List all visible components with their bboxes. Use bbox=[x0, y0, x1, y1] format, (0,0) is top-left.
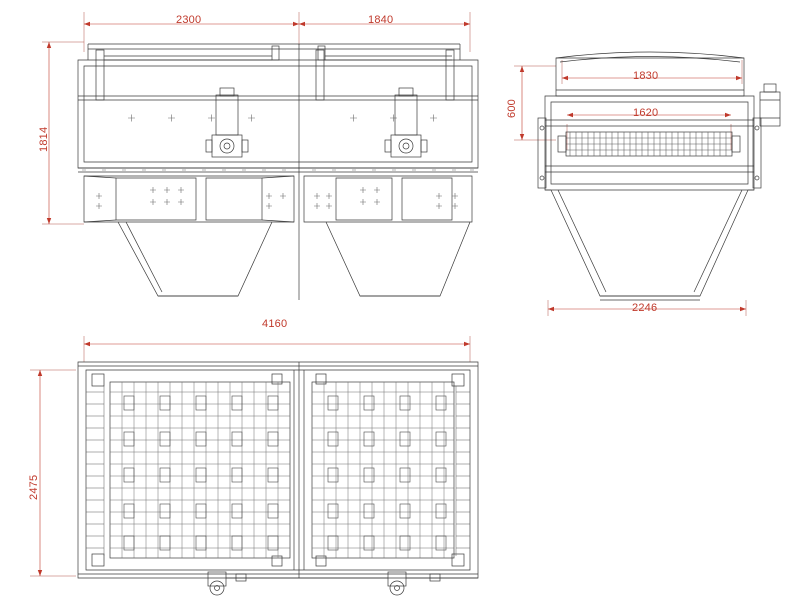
dim-side-height: 600 bbox=[506, 99, 518, 118]
dim-front-height: 1814 bbox=[38, 126, 50, 152]
dim-plan-depth: 2475 bbox=[28, 474, 40, 500]
dim-front-width-left: 2300 bbox=[176, 14, 202, 26]
dim-plan-length: 4160 bbox=[262, 318, 288, 330]
side-elevation-geometry bbox=[514, 52, 780, 316]
dim-side-roller-width: 1620 bbox=[633, 107, 659, 119]
plan-view-geometry bbox=[30, 336, 478, 595]
dim-side-upper-width: 1830 bbox=[633, 70, 659, 82]
dim-front-width-right: 1840 bbox=[368, 14, 394, 26]
dim-side-base-width: 2246 bbox=[632, 302, 658, 314]
front-elevation-geometry bbox=[42, 12, 478, 300]
